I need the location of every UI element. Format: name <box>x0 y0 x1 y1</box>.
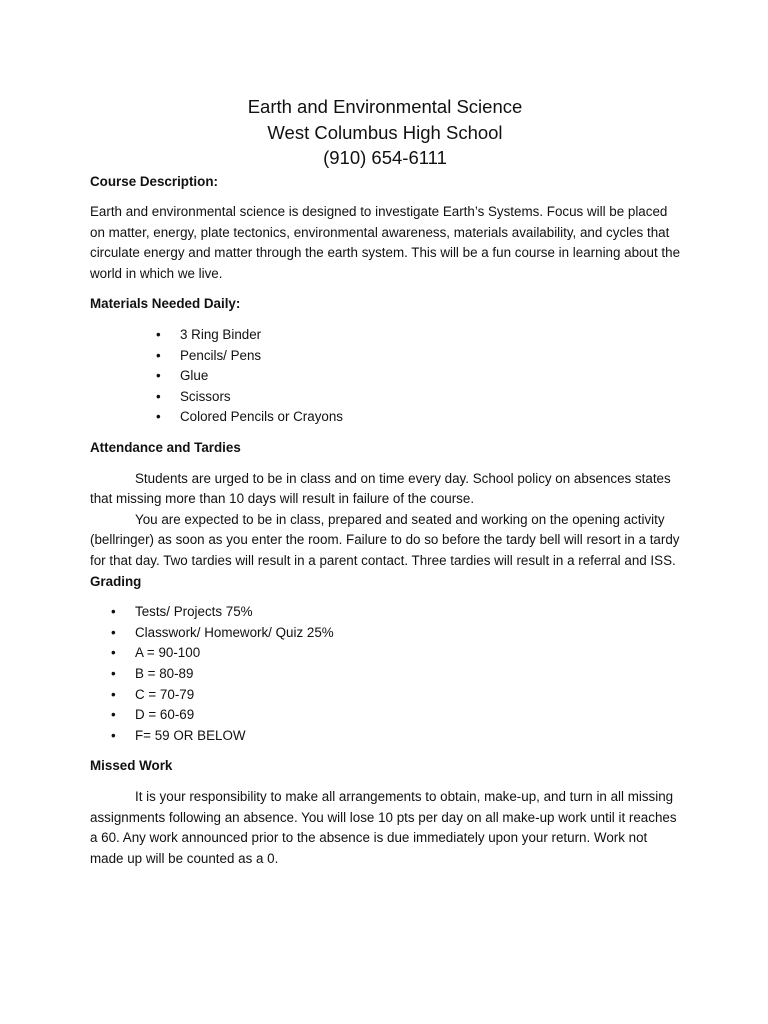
list-item: • Colored Pencils or Crayons <box>90 407 680 428</box>
list-item: • D = 60-69 <box>90 705 680 726</box>
list-item: • Tests/ Projects 75% <box>90 602 680 623</box>
list-item: • A = 90-100 <box>90 643 680 664</box>
course-description-heading: Course Description: <box>90 173 218 189</box>
list-item: • Classwork/ Homework/ Quiz 25% <box>90 623 680 644</box>
attendance-paragraph: You are expected to be in class, prepared and seated and working on the opening activity (bellringer) as soon as you enter the room. Failure to do so before the tardy bell will resort in a tardy for that day. Two tardies will result in a parent contact. Three tardies will result in a referral and ISS. <box>90 511 680 568</box>
attendance-heading: Attendance and Tardies <box>90 440 241 456</box>
syllabus-page <box>90 94 680 869</box>
grading-heading: Grading <box>90 573 142 589</box>
materials-list <box>90 325 680 428</box>
missed-work-heading: Missed Work <box>90 758 173 774</box>
list-item: • F= 59 OR BELOW <box>90 726 680 747</box>
document-header <box>90 94 680 171</box>
list-item: • 3 Ring Binder <box>90 325 680 346</box>
list-item: • Pencils/ Pens <box>90 346 680 367</box>
course-description-body: Earth and environmental science is designed to investigate Earth’s Systems. Focus will be placed on matter, energy, plate tectonics, environmental awareness, materials availability, and cycles that circulate energy and matter through the earth system. This will be a fun course in learning about the world in which we live. <box>90 204 681 281</box>
attendance-paragraph: Students are urged to be in class and on time every day. School policy on absences states that missing more than 10 days will result in failure of the course. <box>90 470 671 507</box>
grading-list <box>90 602 680 746</box>
list-item: • Glue <box>90 366 680 387</box>
list-item: • Scissors <box>90 387 680 408</box>
course-title: Earth and Environmental Science <box>247 96 523 117</box>
school-name: West Columbus High School <box>267 121 503 143</box>
list-item: • C = 70-79 <box>90 685 680 706</box>
school-phone: (910) 654-6111 <box>323 147 447 168</box>
list-item: • B = 80-89 <box>90 664 680 685</box>
missed-work-body: It is your responsibility to make all arrangements to obtain, make-up, and turn in all missing assignments following an absence. You will lose 10 pts per day on all make-up work until it reaches a 60. Any work announced prior to the absence is due immediately upon your return. Work not made up will be counted as a 0. <box>90 788 677 866</box>
materials-heading: Materials Needed Daily: <box>90 296 241 312</box>
